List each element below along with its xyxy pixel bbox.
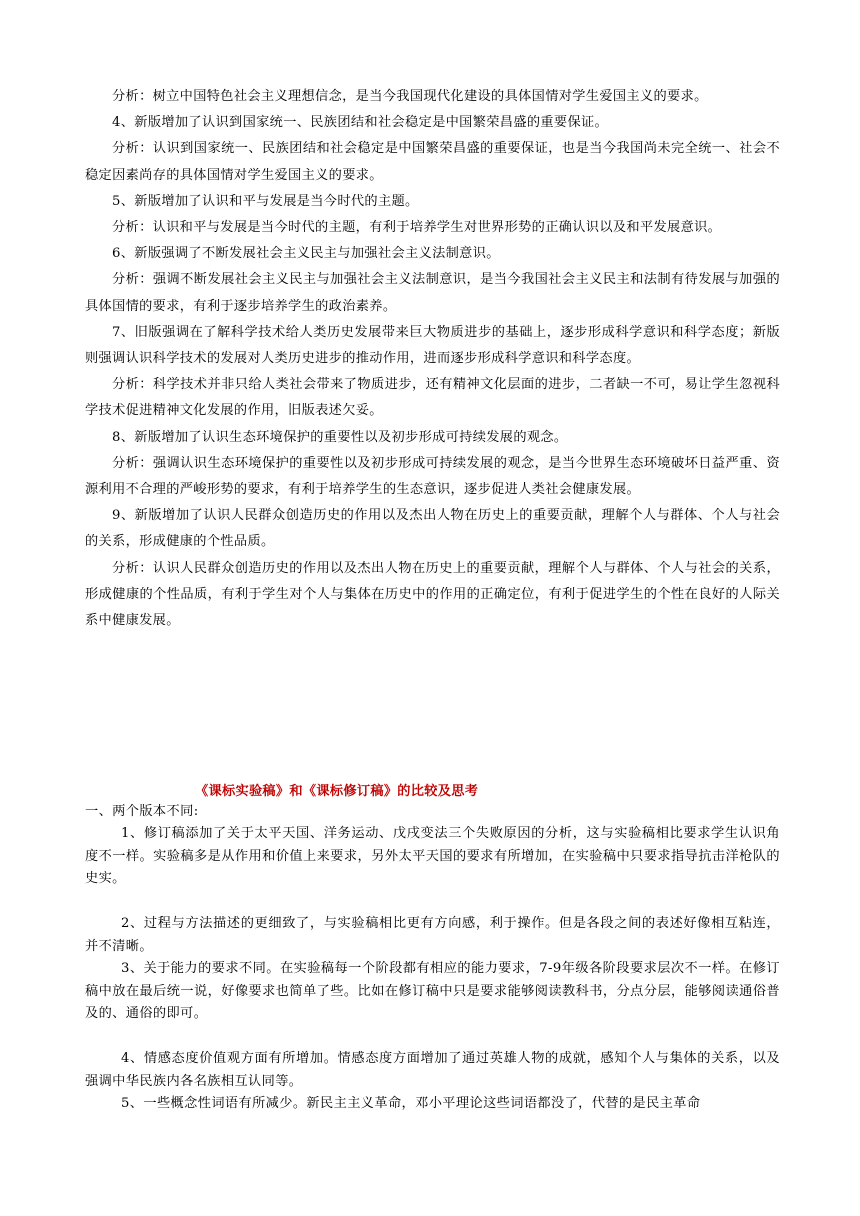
- paragraph: 分析：强调认识生态环境保护的重要性以及初步形成可持续发展的观念，是当今世界生态环境破坏日益严重、资源利用不合理的严峻形势的要求，有利于培养学生的生态意识，逐步促进人类社会健康发展。: [85, 455, 780, 498]
- paragraph: 4、新版增加了认识到国家统一、民族团结和社会稳定是中国繁荣昌盛的重要保证。: [112, 115, 609, 131]
- paragraph: 分析：科学技术并非只给人类社会带来了物质进步，还有精神文化层面的进步，二者缺一不可，易让学生忽视科学技术促进精神文化发展的作用，旧版表述欠妥。: [85, 377, 780, 419]
- paragraph: 5、一些概念性词语有所减少。新民主主义革命，邓小平理论这些词语都没了，代替的是民主革命: [121, 1096, 701, 1111]
- paragraph: 7、旧版强调在了解科学技术给人类历史发展带来巨大物质进步的基础上，逐步形成科学意识和科学态度；新版则强调认识科学技术的发展对人类历史进步的推动作用，进而逐步形成科学意识和科学态度。: [85, 324, 780, 367]
- paragraph: 分析：认识和平与发展是当今时代的主题，有利于培养学生对世界形势的正确认识以及和平发展意识。: [112, 220, 722, 236]
- paragraph: 分析：认识到国家统一、民族团结和社会稳定是中国繁荣昌盛的重要保证，也是当今我国尚未完全统一、社会不稳定因素尚存的具体国情对学生爱国主义的要求。: [85, 141, 780, 183]
- paragraph: 1、修订稿添加了关于太平天国、洋务运动、戊戌变法三个失败原因的分析，这与实验稿相比要求学生认识角度不一样。实验稿多是从作用和价值上来要求，另外太平天国的要求有所增加，在实验稿中只要求指导抗击洋枪队的史实。: [85, 826, 780, 886]
- paragraph: 分析：强调不断发展社会主义民主与加强社会主义法制意识，是当今我国社会主义民主和法制有待发展与加强的具体国情的要求，有利于逐步培养学生的政治素养。: [85, 272, 780, 314]
- paragraph: 2、过程与方法描述的更细致了，与实验稿相比更有方向感，利于操作。但是各段之间的表述好像相互粘连，并不清晰。: [85, 916, 780, 954]
- paragraph: 6、新版强调了不断发展社会主义民主与加强社会主义法制意识。: [112, 246, 500, 262]
- paragraph: 分析：认识人民群众创造历史的作用以及杰出人物在历史上的重要贡献，理解个人与群体、个人与社会的关系，形成健康的个性品质，有利于学生对个人与集体在历史中的作用的正确定位，有利于促进学生的个性在良好的人际关系中健康发展。: [85, 560, 780, 629]
- comparison-section: [85, 778, 780, 1116]
- paragraph: 分析：树立中国特色社会主义理想信念，是当今我国现代化建设的具体国情对学生爱国主义的要求。: [112, 89, 708, 104]
- analysis-section: [85, 84, 780, 634]
- paragraph: 4、情感态度价值观方面有所增加。情感态度方面增加了通过英雄人物的成就，感知个人与集体的关系，以及强调中华民族内各名族相互认同等。: [85, 1051, 780, 1089]
- paragraph: 8、新版增加了认识生态环境保护的重要性以及初步形成可持续发展的观念。: [112, 429, 568, 445]
- paragraph: 9、新版增加了认识人民群众创造历史的作用以及杰出人物在历史上的重要贡献，理解个人与群体、个人与社会的关系，形成健康的个性品质。: [85, 508, 780, 550]
- section-heading: 一、两个版本不同:: [85, 803, 199, 819]
- blank-line: [85, 1026, 780, 1049]
- paragraph: 3、关于能力的要求不同。在实验稿每一个阶段都有相应的能力要求，7-9年级各阶段要求层次不一样。在修订稿中放在最后统一说，好像要求也简单了些。比如在修订稿中只是要求能够阅读教科书，分点分层，能够阅读通俗普及的、通俗的即可。: [85, 961, 780, 1021]
- paragraph: 5、新版增加了认识和平与发展是当今时代的主题。: [112, 193, 419, 209]
- comparison-title: 《课标实验稿》和《课标修订稿》的比较及思考: [195, 784, 479, 799]
- title-spacer: [85, 778, 780, 801]
- blank-line: [85, 891, 780, 914]
